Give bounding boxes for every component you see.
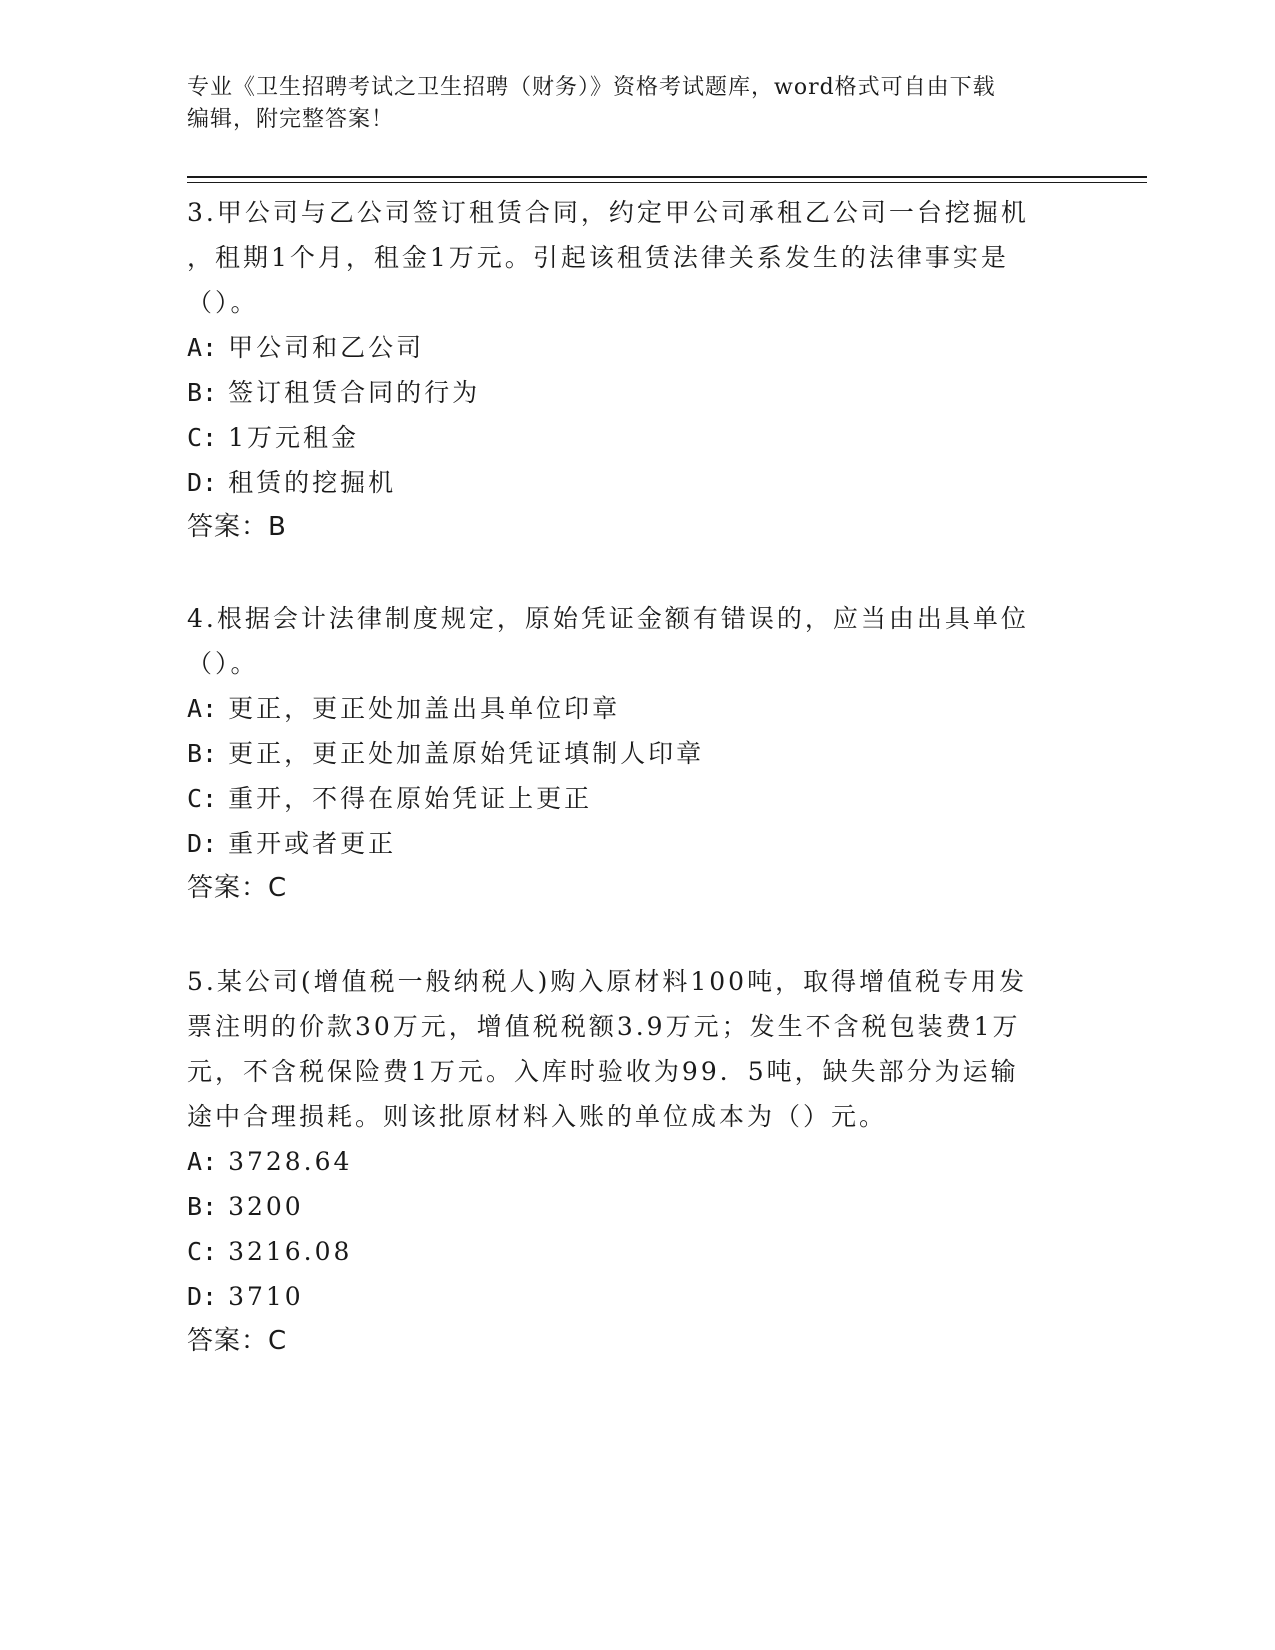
option-letter: B: — [187, 378, 218, 407]
stem-line: （）。 — [187, 288, 259, 317]
answer-line: 答案：C — [187, 873, 288, 903]
option-text: 签订租赁合同的行为 — [228, 378, 481, 407]
question-stem — [187, 959, 1067, 1139]
option-d — [187, 460, 1067, 505]
stem-line: 元，不含税保险费1万元。入库时验收为99．5吨，缺失部分为运输 — [187, 1057, 1019, 1086]
question-3 — [187, 190, 1067, 550]
option-text: 3216.08 — [228, 1237, 353, 1266]
option-c — [187, 1229, 1067, 1274]
header-line-2: 编辑，附完整答案！ — [187, 107, 395, 132]
answer-line: 答案：B — [187, 512, 287, 542]
answer-line: 答案：C — [187, 1326, 288, 1356]
option-letter: C: — [187, 784, 218, 813]
option-letter: D: — [187, 1282, 218, 1311]
option-d — [187, 821, 1067, 866]
option-letter: A: — [187, 333, 218, 362]
option-b — [187, 731, 1067, 776]
option-text: 3710 — [228, 1282, 304, 1311]
option-letter: D: — [187, 468, 218, 497]
option-text: 3728.64 — [228, 1147, 353, 1176]
stem-line: 途中合理损耗。则该批原材料入账的单位成本为（）元。 — [187, 1102, 888, 1131]
header-divider-thin — [187, 182, 1147, 183]
stem-line: ，租期1个月，租金1万元。引起该租赁法律关系发生的法律事实是 — [187, 243, 1009, 272]
stem-line: 3.甲公司与乙公司签订租赁合同，约定甲公司承租乙公司一台挖掘机 — [187, 198, 1029, 227]
option-text: 甲公司和乙公司 — [228, 333, 425, 362]
stem-line: 4.根据会计法律制度规定，原始凭证金额有错误的，应当由出具单位 — [187, 604, 1029, 633]
stem-line: 5.某公司(增值税一般纳税人)购入原材料100吨，取得增值税专用发 — [187, 967, 1028, 996]
option-letter: C: — [187, 1237, 218, 1266]
option-text: 重开，不得在原始凭证上更正 — [228, 784, 593, 813]
option-letter: D: — [187, 829, 218, 858]
question-stem — [187, 596, 1067, 686]
option-a — [187, 686, 1067, 731]
stem-line: 票注明的价款30万元，增值税税额3.9万元；发生不含税包装费1万 — [187, 1012, 1021, 1041]
option-text: 更正，更正处加盖出具单位印章 — [228, 694, 621, 723]
option-text: 重开或者更正 — [228, 829, 397, 858]
question-5 — [187, 959, 1067, 1364]
option-letter: A: — [187, 1147, 218, 1176]
option-d — [187, 1274, 1067, 1319]
option-letter: C: — [187, 423, 218, 452]
question-4 — [187, 596, 1067, 911]
option-letter: A: — [187, 694, 218, 723]
option-text: 3200 — [228, 1192, 304, 1221]
option-c — [187, 415, 1067, 460]
option-b — [187, 1184, 1067, 1229]
header-line-1: 专业《卫生招聘考试之卫生招聘（财务）》资格考试题库，word格式可自由下载 — [187, 75, 996, 100]
header-divider-thick — [187, 176, 1147, 178]
option-text: 1万元租金 — [228, 423, 359, 452]
option-text: 租赁的挖掘机 — [228, 468, 397, 497]
stem-line: （）。 — [187, 649, 259, 678]
option-b — [187, 370, 1067, 415]
question-stem — [187, 190, 1067, 325]
option-a — [187, 1139, 1067, 1184]
option-text: 更正，更正处加盖原始凭证填制人印章 — [228, 739, 705, 768]
option-c — [187, 776, 1067, 821]
option-letter: B: — [187, 1192, 218, 1221]
document-header — [187, 72, 1067, 136]
option-a — [187, 325, 1067, 370]
option-letter: B: — [187, 739, 218, 768]
